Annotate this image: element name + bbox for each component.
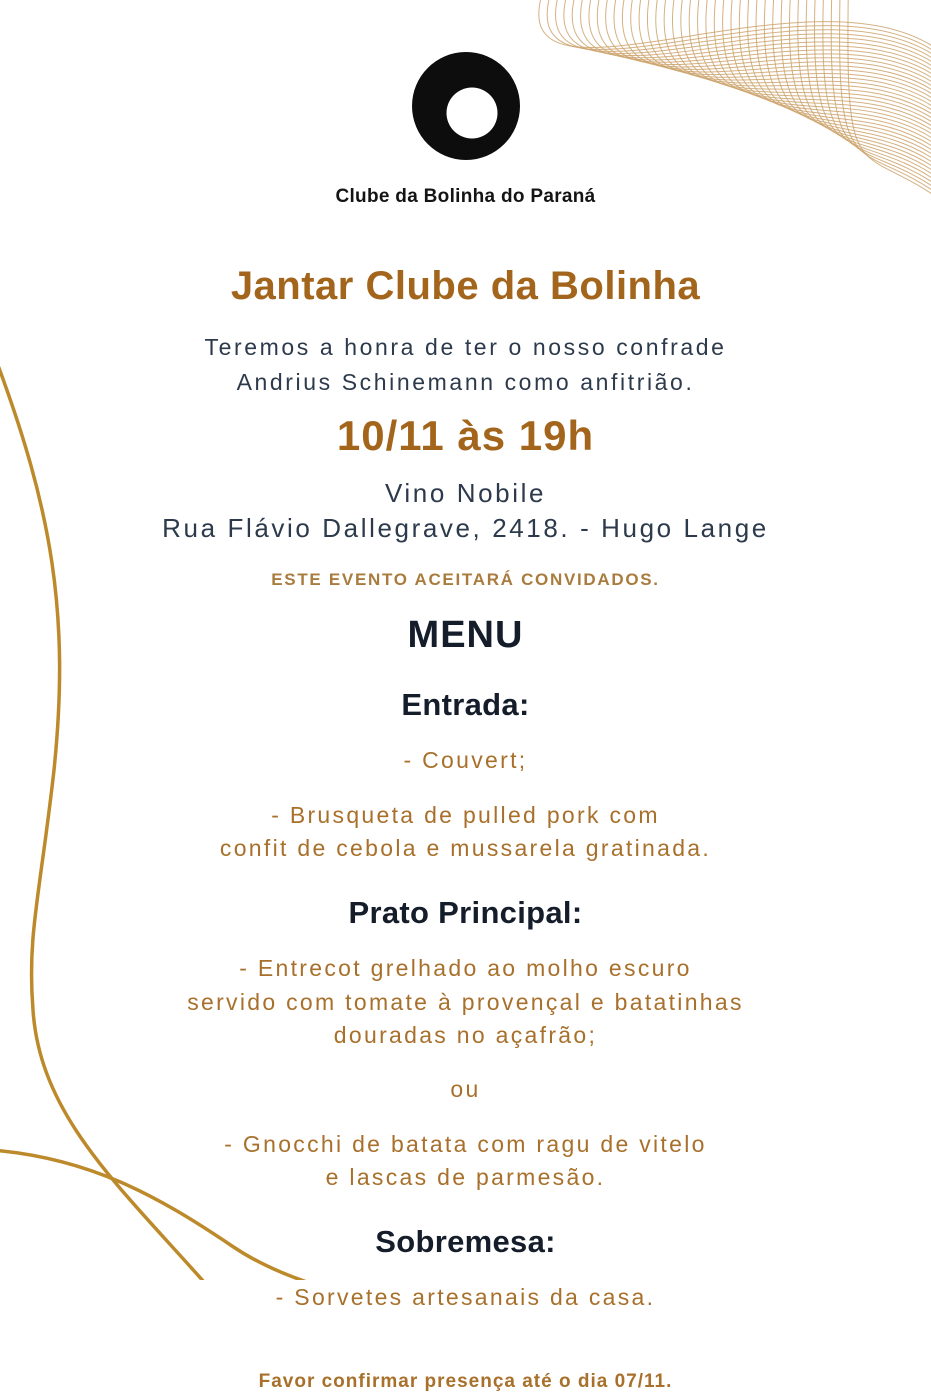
- menu-section-title-entrada: Entrada:: [401, 687, 530, 723]
- menu-heading: MENU: [407, 614, 524, 657]
- menu-item-line: - Gnocchi de batata com ragu de vitelo: [224, 1130, 707, 1157]
- menu-section-title-sobremesa: Sobremesa:: [375, 1224, 556, 1260]
- event-intro-line-2: Andrius Schinemann como anfitrião.: [236, 368, 695, 395]
- invitation-body: [0, 264, 931, 1393]
- guests-note: ESTE EVENTO ACEITARÁ CONVIDADOS.: [271, 570, 660, 590]
- menu-item-line: - Sorvetes artesanais da casa.: [275, 1284, 656, 1311]
- menu-item-line: - Couvert;: [403, 747, 528, 774]
- menu-item-separator: [0, 1073, 931, 1106]
- event-intro-line-1: Teremos a honra de ter o nosso confrade: [204, 334, 727, 360]
- venue-address: Rua Flávio Dallegrave, 2418. - Hugo Lange: [162, 513, 769, 544]
- menu-item: [0, 952, 931, 1052]
- brand-logo-ring-icon: [412, 52, 520, 160]
- brand-header: [0, 0, 931, 208]
- menu-item: [0, 799, 931, 866]
- menu-item-line: confit de cebola e mussarela gratinada.: [219, 834, 712, 861]
- event-intro: [0, 330, 931, 399]
- menu-item-line: douradas no açafrão;: [333, 1021, 598, 1048]
- menu-item-line: - Brusqueta de pulled pork com: [271, 801, 660, 828]
- menu-item: [0, 744, 931, 777]
- menu-item: [0, 1128, 931, 1195]
- menu-item-line: - Entrecot grelhado ao molho escuro: [239, 955, 692, 982]
- menu-section-title-prato-principal: Prato Principal:: [348, 895, 583, 931]
- menu-item-line: e lascas de parmesão.: [325, 1163, 606, 1190]
- venue-name: Vino Nobile: [384, 478, 547, 508]
- menu-item: [0, 1281, 931, 1314]
- event-title: Jantar Clube da Bolinha: [230, 264, 701, 308]
- event-datetime: 10/11 às 19h: [336, 412, 595, 459]
- menu-item-line: ou: [450, 1076, 481, 1103]
- brand-name: Clube da Bolinha do Paraná: [335, 186, 596, 207]
- event-venue: [0, 476, 931, 546]
- menu-item-line: servido com tomate à provençal e batatinhas: [187, 988, 744, 1015]
- rsvp-note: Favor confirmar presença até o dia 07/11.: [258, 1370, 673, 1392]
